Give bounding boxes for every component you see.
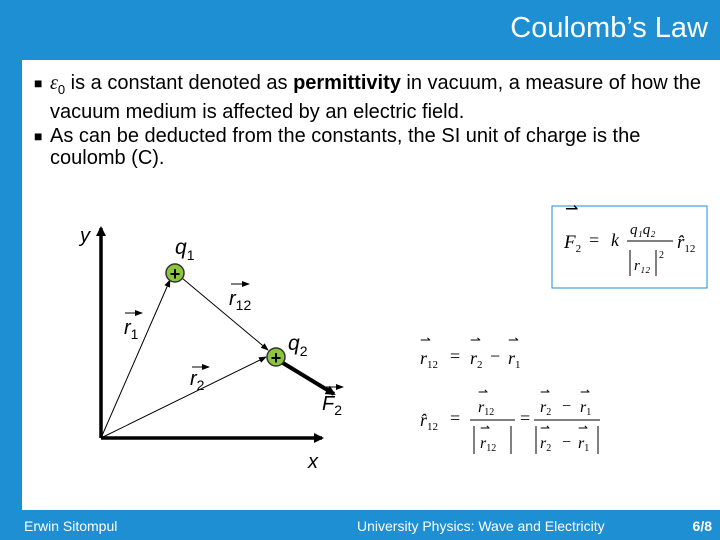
bullet-marker-icon: ■ bbox=[34, 128, 43, 144]
svg-text:r₁₂: r₁₂ bbox=[634, 258, 651, 274]
svg-text:=: = bbox=[450, 346, 461, 366]
svg-text:k: k bbox=[611, 230, 619, 250]
bullet-bold-term: permittivity bbox=[293, 72, 401, 94]
svg-text:−: − bbox=[562, 434, 572, 451]
svg-text:=: = bbox=[450, 408, 461, 428]
bullet-text-a: is a constant denoted as bbox=[65, 72, 294, 94]
svg-text:r2: r2 bbox=[540, 435, 552, 454]
svg-text:⇀: ⇀ bbox=[478, 385, 489, 399]
svg-text:F2: $F_2$ bbox=[564, 232, 582, 255]
r12-vector bbox=[176, 273, 268, 350]
svg-text:r1: $r_1$ bbox=[124, 317, 139, 342]
svg-text:r12: $r_{12}$ bbox=[420, 348, 439, 371]
svg-text:⇀: ⇀ bbox=[420, 332, 431, 347]
svg-text:⇀: ⇀ bbox=[540, 421, 551, 435]
svg-text:2: 2 bbox=[659, 250, 664, 261]
svg-text:−: − bbox=[490, 346, 501, 366]
svg-text:⇀: ⇀ bbox=[470, 332, 481, 347]
coulomb-equation bbox=[563, 201, 695, 276]
svg-text:q₁q₂: q₁q₂ bbox=[630, 222, 656, 238]
svg-text:⇀: ⇀ bbox=[565, 201, 579, 218]
svg-text:r1: $r_1$ bbox=[508, 348, 521, 371]
footer-bar bbox=[0, 510, 720, 540]
footer-author: Erwin Sitompul bbox=[24, 518, 118, 534]
svg-text:=: = bbox=[520, 408, 531, 428]
bullet-text-b: in vacuum, a measure of how the vacuum medium is affected by an electric field. bbox=[50, 72, 702, 123]
svg-text:r12: r12 bbox=[478, 399, 495, 418]
svg-text:r̂12: $r̂_{12}$ bbox=[677, 232, 696, 255]
epsilon-symbol: ε bbox=[50, 72, 58, 94]
svg-text:⇀: ⇀ bbox=[580, 385, 591, 399]
svg-text:=: = bbox=[589, 230, 600, 250]
unit-vector-definition-equation bbox=[420, 385, 600, 454]
svg-text:⇀: ⇀ bbox=[480, 421, 491, 435]
q2-plus-sign: + bbox=[270, 348, 282, 368]
footer-course: University Physics: Wave and Electricity bbox=[357, 518, 605, 534]
svg-text:−: − bbox=[562, 398, 572, 415]
svg-text:r2: r2 bbox=[540, 399, 552, 418]
svg-text:r12: $r_{12}$ bbox=[229, 288, 252, 313]
force-f2-vector bbox=[278, 360, 334, 394]
svg-text:⇀: ⇀ bbox=[508, 332, 519, 347]
bullet-text: As can be deducted from the constants, the SI unit of charge is the coulomb (C). bbox=[50, 125, 641, 169]
x-axis-label: x bbox=[308, 451, 318, 473]
r12-label bbox=[229, 284, 251, 313]
q1-label: $q_1$ bbox=[175, 236, 195, 263]
q2-label: $q_2$ bbox=[288, 332, 308, 359]
page-number: 6/8 bbox=[692, 518, 712, 534]
svg-text:F2: $F_2$ bbox=[322, 393, 343, 418]
y-axis-label: y bbox=[80, 225, 90, 247]
svg-text:⇀: ⇀ bbox=[540, 385, 551, 399]
svg-text:⇀: ⇀ bbox=[578, 421, 589, 435]
r2-vector bbox=[101, 357, 266, 438]
svg-text:r12: r12 bbox=[480, 435, 497, 454]
svg-text:r1: r1 bbox=[580, 399, 592, 418]
slide-title: Coulomb’s Law bbox=[510, 12, 708, 44]
svg-text:r2: $r_2$ bbox=[190, 368, 205, 393]
r12-definition-equation bbox=[420, 332, 521, 371]
bullet-marker-icon: ■ bbox=[34, 75, 43, 91]
svg-text:r1: r1 bbox=[578, 435, 590, 454]
q1-plus-sign: + bbox=[169, 264, 181, 284]
epsilon-subscript: 0 bbox=[57, 82, 66, 97]
r1-label bbox=[124, 313, 142, 342]
svg-text:r2: $r_2$ bbox=[470, 348, 483, 371]
svg-text:r̂12: $r̂_{12}$ bbox=[420, 410, 439, 433]
r2-label bbox=[190, 367, 209, 393]
r1-vector bbox=[101, 280, 170, 438]
